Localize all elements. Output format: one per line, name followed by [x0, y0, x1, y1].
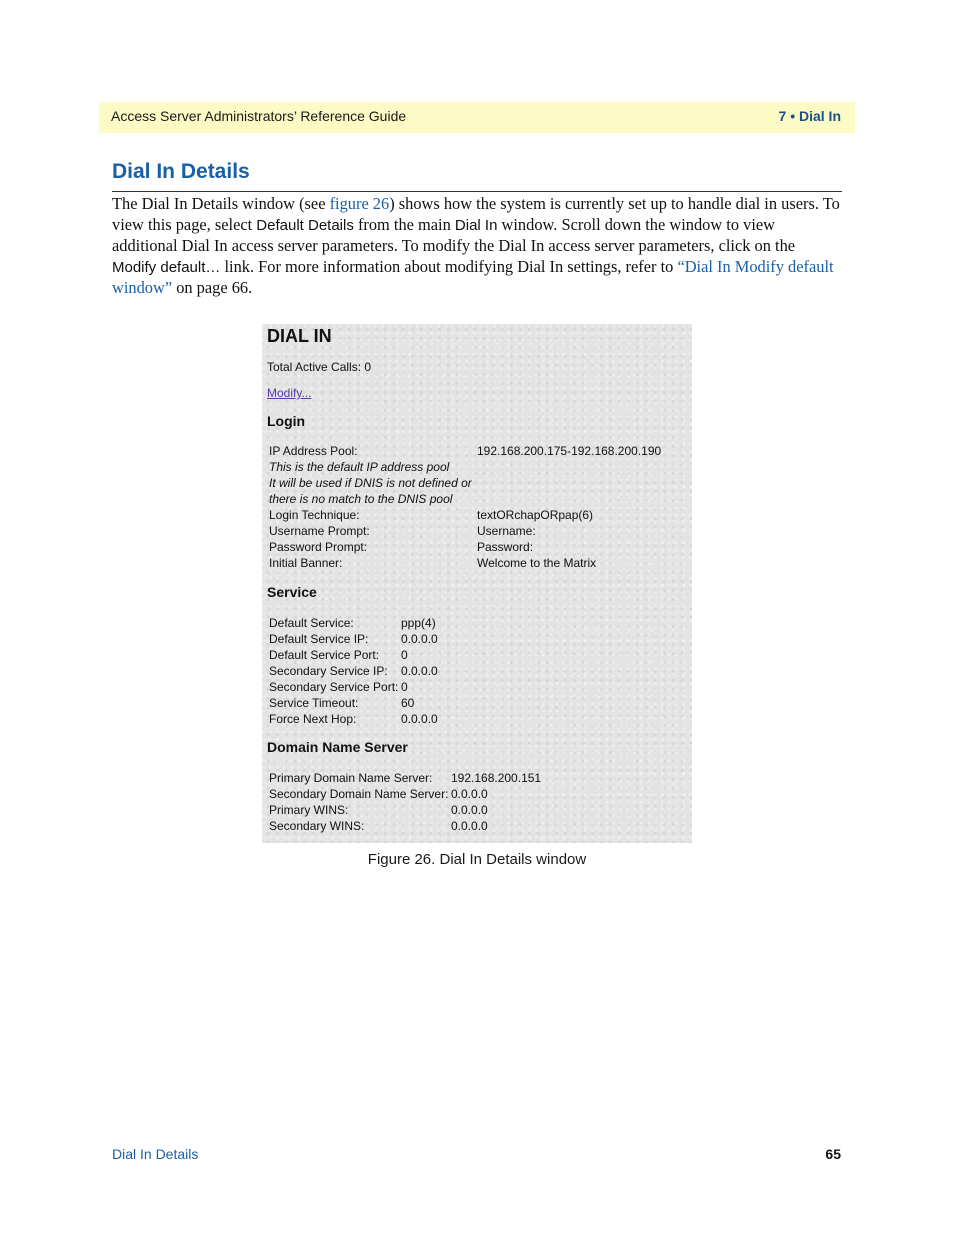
ui-dial-in: Dial In	[454, 216, 498, 234]
para-text-3: from the main	[353, 214, 455, 234]
dns-row	[269, 771, 542, 785]
login-row	[269, 556, 597, 570]
service-row	[269, 632, 438, 646]
dns-heading: Domain Name Server	[267, 739, 408, 755]
title-divider	[112, 191, 842, 192]
dns-label: Primary Domain Name Server:	[269, 771, 433, 785]
footer-section-name: Dial In Details	[112, 1146, 199, 1162]
modify-link[interactable]: Modify...	[267, 386, 312, 400]
service-value: 0.0.0.0	[401, 664, 438, 678]
para-text-1: The Dial In Details window (see	[112, 194, 330, 213]
section-title: Dial In Details	[112, 160, 250, 183]
ip-pool-row	[269, 444, 662, 458]
dns-row	[269, 787, 488, 801]
figure-caption: Figure 26. Dial In Details window	[367, 851, 587, 868]
service-label: Service Timeout:	[269, 696, 359, 710]
para-text-6: on page 66.	[172, 278, 253, 297]
ip-pool-note-3: there is no match to the DNIS pool	[269, 492, 453, 506]
dns-label: Secondary Domain Name Server:	[269, 787, 449, 801]
body-paragraph	[112, 194, 842, 299]
total-active-calls: Total Active Calls: 0	[267, 360, 372, 374]
login-value: textORchapORpap(6)	[477, 508, 594, 522]
login-label: Login Technique:	[269, 508, 360, 522]
service-value: 60	[401, 696, 415, 710]
dns-row	[269, 819, 488, 833]
modify-window-link[interactable]: “Dial In Modify default window”	[112, 256, 834, 297]
login-value: Username:	[477, 524, 536, 538]
service-row	[269, 680, 408, 694]
ui-default-details: Default Details	[256, 216, 354, 234]
ui-modify-default: Modify default…	[112, 258, 221, 276]
login-label: Password Prompt:	[269, 540, 368, 554]
login-label: Initial Banner:	[269, 556, 343, 570]
service-row	[269, 664, 438, 678]
para-text-5: link. For more information about modifying Dial In settings, refer to	[220, 256, 678, 276]
login-label: Username Prompt:	[269, 524, 370, 538]
para-text-2: ) shows how the system is currently set up to handle dial in users. To view this page, select	[112, 194, 840, 234]
service-value: ppp(4)	[401, 616, 436, 630]
service-heading: Service	[267, 584, 317, 600]
login-row	[269, 508, 594, 522]
service-label: Default Service IP:	[269, 632, 369, 646]
dial-in-details-figure	[262, 324, 692, 843]
running-header	[99, 102, 855, 133]
service-value: 0	[401, 680, 408, 694]
service-row	[269, 696, 415, 710]
service-label: Default Service:	[269, 616, 354, 630]
para-text-4: window. Scroll down the window to view additional Dial In access server parameters. To modify the Dial In access server parameters, click on the	[112, 214, 796, 255]
dns-value: 0.0.0.0	[451, 803, 488, 817]
service-value: 0	[401, 648, 408, 662]
dns-value: 0.0.0.0	[451, 787, 488, 801]
dns-row	[269, 803, 488, 817]
ip-pool-value: 192.168.200.175-192.168.200.190	[477, 444, 662, 458]
dns-value: 192.168.200.151	[451, 771, 542, 785]
login-row	[269, 524, 536, 538]
service-label: Secondary Service IP:	[269, 664, 388, 678]
figure-26-link[interactable]: figure 26	[329, 194, 390, 213]
ip-pool-note-1: This is the default IP address pool	[269, 460, 450, 474]
dns-label: Secondary WINS:	[269, 819, 365, 833]
service-label: Default Service Port:	[269, 648, 380, 662]
service-label: Secondary Service Port:	[269, 680, 399, 694]
service-value: 0.0.0.0	[401, 632, 438, 646]
login-value: Password:	[477, 540, 534, 554]
guide-title: Access Server Administrators’ Reference Guide	[111, 108, 407, 124]
service-value: 0.0.0.0	[401, 712, 438, 726]
chapter-label: 7 • Dial In	[778, 108, 841, 124]
login-row	[269, 540, 534, 554]
service-label: Force Next Hop:	[269, 712, 357, 726]
ip-pool-note-2: It will be used if DNIS is not defined or	[269, 476, 472, 490]
service-row	[269, 616, 436, 630]
dns-value: 0.0.0.0	[451, 819, 488, 833]
service-row	[269, 712, 438, 726]
figure-title: DIAL IN	[267, 326, 332, 346]
login-value: Welcome to the Matrix	[477, 556, 597, 570]
dns-label: Primary WINS:	[269, 803, 349, 817]
login-heading: Login	[267, 413, 306, 429]
ip-pool-label: IP Address Pool:	[269, 444, 358, 458]
service-row	[269, 648, 408, 662]
page-number: 65	[825, 1146, 841, 1162]
